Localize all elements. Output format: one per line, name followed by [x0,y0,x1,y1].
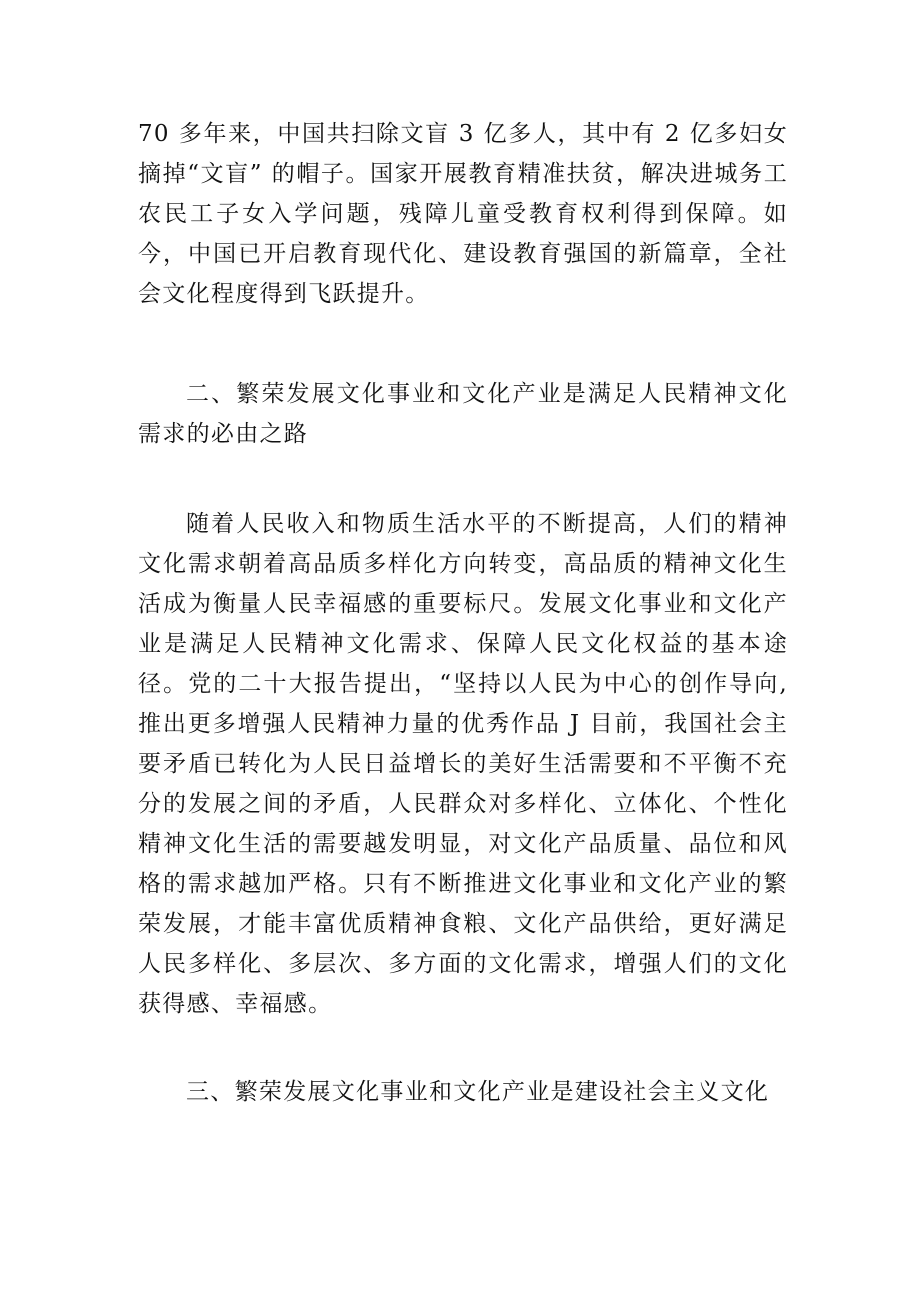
body-paragraph-education: 70 多年来，中国共扫除文盲 3 亿多人，其中有 2 亿多妇女摘掉“文盲” 的帽子。国家开展教育精准扶贫，解决进城务工农民工子女入学问题，残障儿童受教育权利得到保障。如今，中国已开启教育现代化、建设教育强国的新篇章，全社会文化程度得到飞跃提升。 [138,121,788,307]
body-paragraph-cultural-needs: 随着人民收入和物质生活水平的不断提高，人们的精神文化需求朝着高品质多样化方向转变，高品质的精神文化生活成为衡量人民幸福感的重要标尺。发展文化事业和文化产业是满足人民精神文化需求、保障人民文化权益的基本途径。党的二十大报告提出，“坚持以人民为中心的创作导向,推出更多增强人民精神力量的优秀作品 J 目前，我国社会主要矛盾已转化为人民日益增长的美好生活需要和不平衡不充分的发展之间的矛盾，人民群众对多样化、立体化、个性化精神文化生活的需要越发明显，对文化产品质量、品位和风格的需求越加严格。只有不断推进文化事业和文化产业的繁荣发展，才能丰富优质精神食粮、文化产品供给，更好满足人民多样化、多层次、多方面的文化需求，增强人们的文化获得感、幸福感。 [138,511,788,1017]
section-heading-two: 二、繁荣发展文化事业和文化产业是满足人民精神文化需求的必由之路 [138,381,788,447]
section-heading-three: 三、繁荣发展文化事业和文化产业是建设社会主义文化 [186,1079,770,1105]
